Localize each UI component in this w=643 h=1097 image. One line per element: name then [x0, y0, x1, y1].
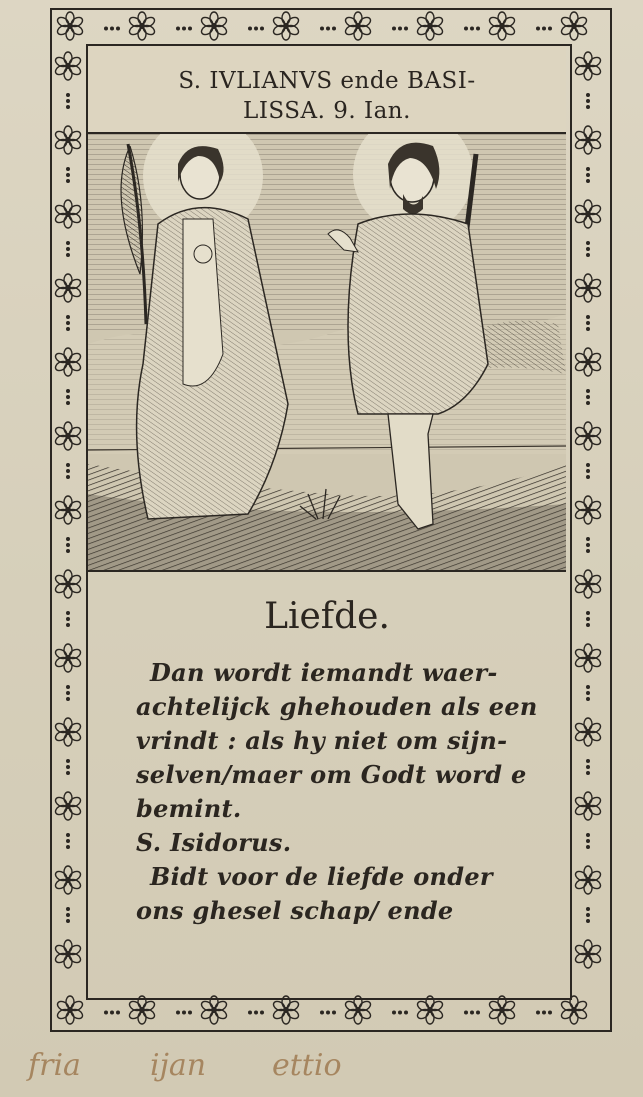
- dots-icon: [585, 166, 591, 188]
- dots-icon: [175, 1001, 181, 1020]
- dots-icon: [391, 1001, 397, 1020]
- body-line-4: selven/maer om Godt word e: [136, 760, 527, 789]
- rosette-icon: [573, 273, 603, 303]
- dots-icon: [319, 17, 325, 36]
- dots-icon: [535, 1001, 541, 1020]
- rosette-icon: [55, 995, 85, 1025]
- title-line-2: LISSA. 9. Ian.: [243, 98, 411, 124]
- rosette-icon: [559, 11, 589, 41]
- rosette-icon: [127, 995, 157, 1025]
- heading-liefde: Liefde.: [264, 596, 390, 637]
- rosette-icon: [573, 51, 603, 81]
- rosette-icon: [271, 11, 301, 41]
- dots-icon: [65, 166, 71, 188]
- dots-icon: [463, 17, 469, 36]
- body-line-1: Dan wordt iemandt waer-: [150, 658, 498, 687]
- rosette-icon: [53, 717, 83, 747]
- rosette-icon: [271, 995, 301, 1025]
- dots-icon: [585, 758, 591, 780]
- dots-icon: [65, 462, 71, 484]
- rosette-icon: [487, 11, 517, 41]
- body-line-6: S. Isidorus.: [136, 828, 292, 857]
- body-line-8: ons ghesel schap/ ende: [136, 896, 454, 925]
- dots-icon: [463, 1001, 469, 1020]
- rosette-icon: [53, 569, 83, 599]
- rosette-icon: [573, 199, 603, 229]
- dots-icon: [65, 832, 71, 854]
- dots-icon: [585, 536, 591, 558]
- dots-icon: [65, 536, 71, 558]
- rosette-icon: [53, 495, 83, 525]
- dots-icon: [585, 462, 591, 484]
- text-area: [88, 572, 566, 994]
- dots-icon: [585, 240, 591, 262]
- rosette-icon: [573, 643, 603, 673]
- rosette-icon: [415, 995, 445, 1025]
- rosette-icon: [53, 865, 83, 895]
- dots-icon: [65, 92, 71, 114]
- dots-icon: [103, 1001, 109, 1020]
- body-line-3: vrindt : als hy niet om sijn-: [136, 726, 508, 755]
- rosette-icon: [573, 495, 603, 525]
- dots-icon: [585, 388, 591, 410]
- title-box: [88, 46, 566, 134]
- handwriting-word-2: ijan: [150, 1048, 207, 1083]
- dots-icon: [65, 240, 71, 262]
- dots-icon: [65, 314, 71, 336]
- rosette-icon: [343, 11, 373, 41]
- rosette-icon: [573, 569, 603, 599]
- dots-icon: [65, 610, 71, 632]
- dots-icon: [585, 906, 591, 928]
- rosette-icon: [55, 11, 85, 41]
- rosette-icon: [573, 347, 603, 377]
- rosette-icon: [559, 995, 589, 1025]
- saints-engraving: [88, 134, 566, 570]
- dots-icon: [65, 906, 71, 928]
- dots-icon: [175, 17, 181, 36]
- rosette-icon: [573, 717, 603, 747]
- dots-icon: [65, 758, 71, 780]
- dots-icon: [65, 388, 71, 410]
- rosette-icon: [573, 791, 603, 821]
- rosette-icon: [53, 199, 83, 229]
- dots-icon: [103, 17, 109, 36]
- rosette-icon: [53, 273, 83, 303]
- rosette-icon: [573, 125, 603, 155]
- rosette-icon: [53, 939, 83, 969]
- dots-icon: [535, 17, 541, 36]
- dots-icon: [247, 1001, 253, 1020]
- rosette-icon: [53, 347, 83, 377]
- handwriting-word-1: fria: [28, 1048, 81, 1083]
- rosette-icon: [573, 939, 603, 969]
- body-line-2: achtelijck ghehouden als een: [136, 692, 538, 721]
- rosette-icon: [53, 643, 83, 673]
- rosette-icon: [53, 421, 83, 451]
- body-line-7: Bidt voor de liefde onder: [150, 862, 493, 891]
- rosette-icon: [199, 995, 229, 1025]
- rosette-icon: [573, 865, 603, 895]
- dots-icon: [585, 610, 591, 632]
- dots-icon: [391, 17, 397, 36]
- rosette-icon: [53, 51, 83, 81]
- dots-icon: [585, 684, 591, 706]
- rosette-icon: [53, 791, 83, 821]
- rosette-icon: [127, 11, 157, 41]
- dots-icon: [247, 17, 253, 36]
- dots-icon: [585, 314, 591, 336]
- rosette-icon: [53, 125, 83, 155]
- rosette-icon: [343, 995, 373, 1025]
- rosette-icon: [487, 995, 517, 1025]
- handwriting-word-3: ettio: [272, 1048, 342, 1083]
- rosette-icon: [199, 11, 229, 41]
- title-line-1: S. IVLIANVS ende BASI-: [178, 68, 476, 94]
- engraving-illustration: [88, 134, 566, 572]
- dots-icon: [65, 684, 71, 706]
- dots-icon: [319, 1001, 325, 1020]
- dots-icon: [585, 92, 591, 114]
- rosette-icon: [573, 421, 603, 451]
- rosette-icon: [415, 11, 445, 41]
- body-line-5: bemint.: [136, 794, 242, 823]
- dots-icon: [585, 832, 591, 854]
